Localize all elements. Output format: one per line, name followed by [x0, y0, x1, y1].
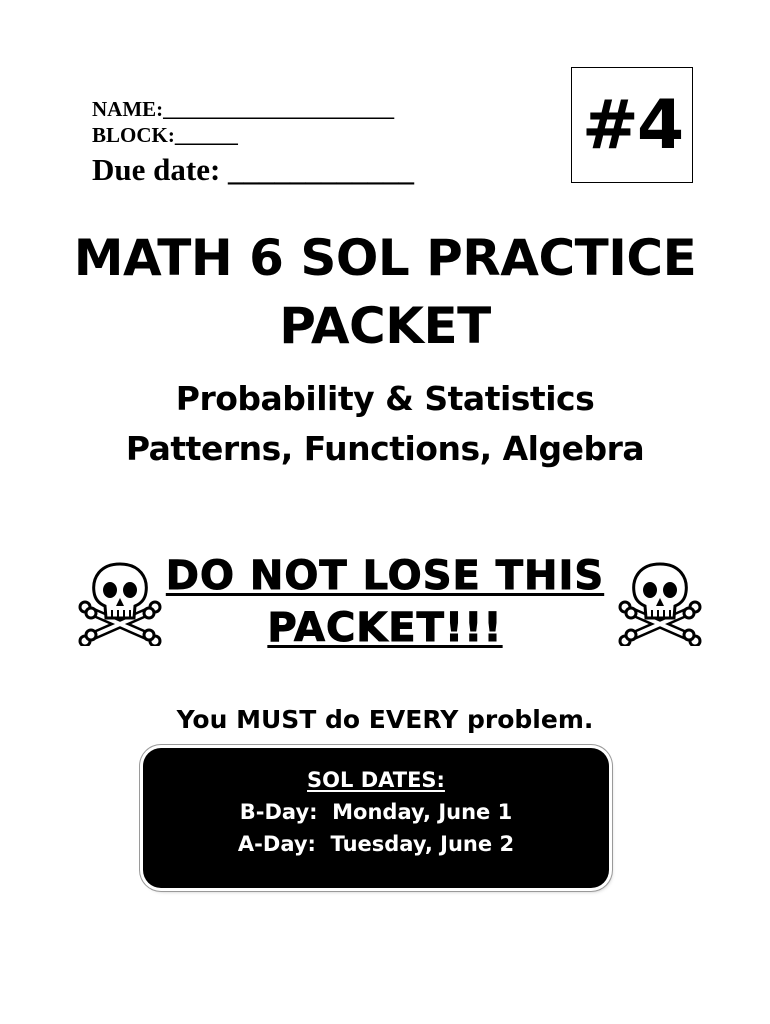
page-subtitle	[0, 374, 770, 474]
subtitle-line-2: Patterns, Functions, Algebra	[125, 429, 645, 468]
page-title	[0, 224, 770, 360]
warning-heading	[160, 550, 610, 654]
title-line-2: PACKET	[279, 297, 491, 355]
skull-and-crossbones-icon	[618, 558, 702, 646]
name-field: NAME:______________________	[92, 97, 395, 121]
instruction-text: You MUST do EVERY problem.	[176, 705, 594, 734]
due-date-field: Due date: ____________	[92, 152, 415, 187]
block-field: BLOCK:______	[92, 123, 238, 147]
sol-dates-heading: SOL DATES:	[307, 768, 445, 792]
b-day-date: B-Day: Monday, June 1	[239, 800, 513, 824]
warning-line-2: PACKET!!!	[267, 605, 503, 651]
title-line-1: MATH 6 SOL PRACTICE	[73, 229, 697, 287]
header-fields	[92, 96, 414, 190]
a-day-date: A-Day: Tuesday, June 2	[237, 832, 515, 856]
subtitle-line-1: Probability & Statistics	[175, 379, 595, 418]
warning-line-1: DO NOT LOSE THIS	[165, 553, 605, 599]
packet-number: #4	[581, 85, 683, 165]
packet-number-box	[571, 67, 693, 183]
sol-dates-box	[143, 748, 609, 888]
skull-and-crossbones-icon	[78, 558, 162, 646]
